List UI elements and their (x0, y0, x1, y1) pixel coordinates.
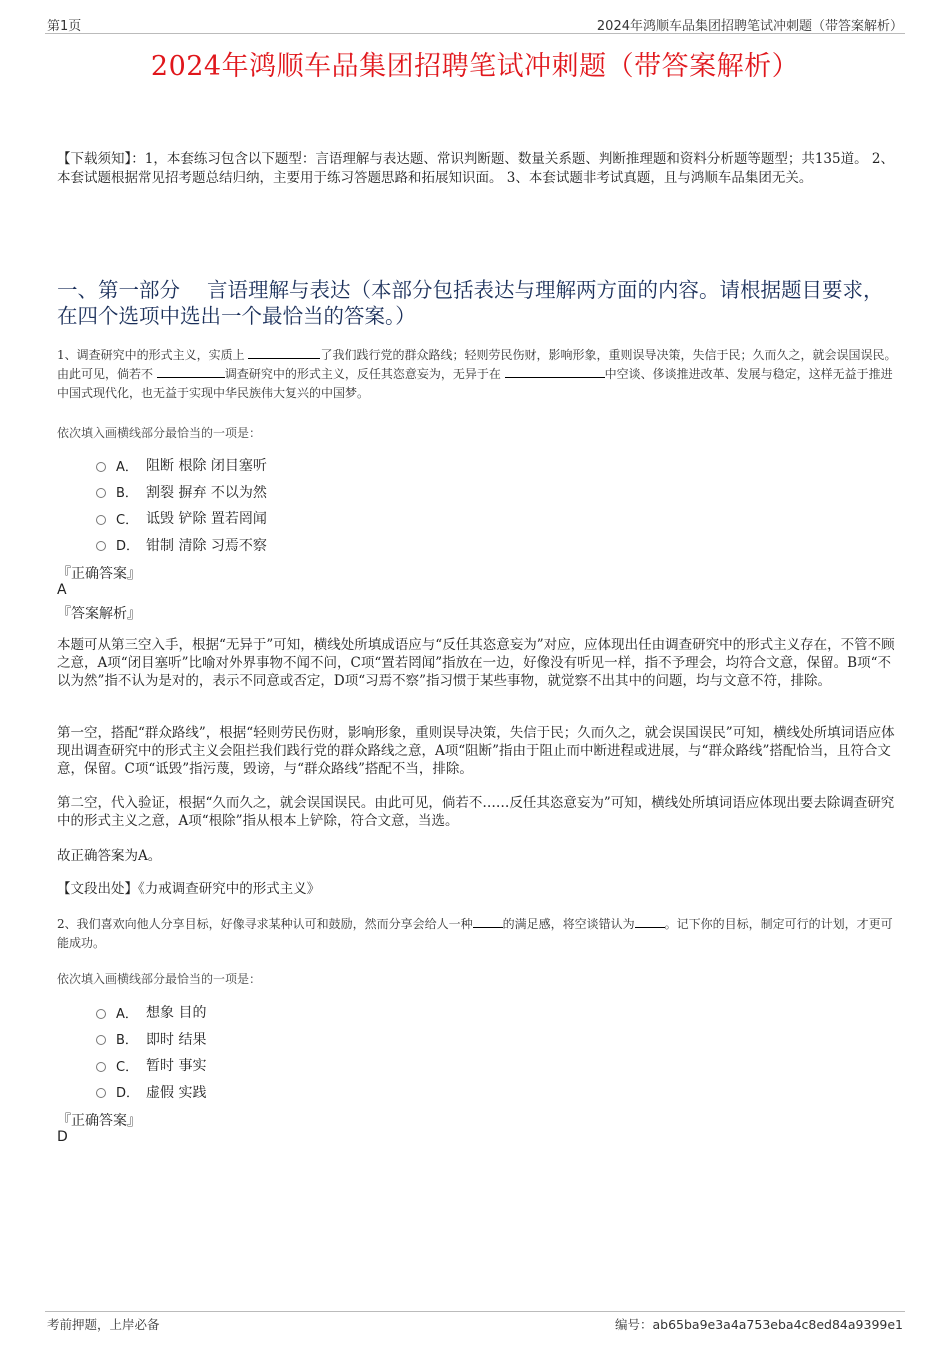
radio-icon[interactable] (96, 1088, 106, 1098)
analysis-paragraph-1: 本题可从第三空入手，根据“无异于”可知，横线处所填成语应与“反任其恣意妄为”对应，应体现出任由调查研究中的形式主义存在，不管不顾之意，A项“闭目塞听”比喻对外界事物不闻不问，C项“置若罔闻”指放在一边，好像没有听见一样，指不予理会，均符合文意，保留。B项“不以为然”指不认为是对的，表示不同意或否定，D项“习焉不察”指习惯于某些事物，就觉察不出其中的问题，均与文意不符，排除。 (57, 637, 895, 689)
source-citation: 【文段出处】《力戒调查研究中的形式主义》 (57, 881, 321, 897)
page-title: 2024年鸿顺车品集团招聘笔试冲刺题（带答案解析） (150, 51, 800, 82)
download-notice: 【下载须知】：1，本套练习包含以下题型：言语理解与表达题、常识判断题、数量关系题、判断推理题和资料分析题等题型；共135道。 2、本套试题根据常见招考题总结归纳，主要用于练习答题思路和拓展知识面。 3、本套试题非考试真题，且与鸿顺车品集团无关。 (57, 151, 894, 186)
radio-icon[interactable] (96, 1009, 106, 1019)
analysis-paragraph-2: 第一空，搭配“群众路线”，根据“轻则劳民伤财，影响形象，重则误导决策，失信于民；久而久之，就会误国误民”可知，横线处所填词语应体现出调查研究中的形式主义会阻拦我们践行党的群众路线之意，A项“阻断”指由于阻止而中断进程或进展，与“群众路线”搭配恰当，且符合文意，保留。C项“诋毁”指污蔑，毁谤，与“群众路线”搭配不当，排除。 (57, 725, 895, 777)
question-2-options (96, 999, 206, 1105)
option-c[interactable]: C． 诋毁 铲除 置若罔闻 (96, 505, 267, 532)
option-b[interactable]: B． 即时 结果 (96, 1026, 206, 1053)
answer-value: D (57, 1129, 68, 1145)
option-d[interactable]: D． 虚假 实践 (96, 1079, 206, 1106)
option-a[interactable]: A． 阻断 根除 闭目塞听 (96, 452, 267, 479)
radio-icon[interactable] (96, 1035, 106, 1045)
radio-icon[interactable] (96, 488, 106, 498)
answer-label: 『正确答案』 (57, 566, 141, 582)
option-d[interactable]: D． 钳制 清除 习焉不察 (96, 532, 267, 559)
blank-1 (248, 346, 320, 359)
analysis-paragraph-3: 第二空，代入验证，根据“久而久之，就会误国误民。由此可见，倘若不……反任其恣意妄为”可知，横线处所填词语应体现出要去除调查研究中的形式主义之意，A项“根除”指从根本上铲除，符合文意，当选。 (57, 795, 895, 829)
radio-icon[interactable] (96, 515, 106, 525)
option-b[interactable]: B． 割裂 摒弃 不以为然 (96, 479, 267, 506)
radio-icon[interactable] (96, 462, 106, 472)
blank-1 (473, 915, 503, 928)
header-divider (45, 33, 905, 34)
blank-2 (157, 365, 225, 378)
question-1-options (96, 452, 267, 558)
blank-2 (635, 915, 665, 928)
section-heading: 一、第一部分 言语理解与表达（本部分包括表达与理解两方面的内容。请根据题目要求，在四个选项中选出一个最恰当的答案。） (57, 278, 884, 328)
radio-icon[interactable] (96, 541, 106, 551)
answer-label: 『正确答案』 (57, 1113, 141, 1129)
answer-value: A (57, 582, 67, 598)
radio-icon[interactable] (96, 1062, 106, 1072)
header-page-number: 第1页 (47, 19, 82, 34)
question-1-text: 1、调查研究中的形式主义，实质上 了我们践行党的群众路线；轻则劳民伤财，影响形象，重则误导决策，失信于民；久而久之，就会误国误民。由此可见，倘若不 调查研究中的形式主义，反任其恣意妄为，无异于在 中空谈、侈谈推进改革、发展与稳定，这样无益于推进中国式现代化，也无益于实现中华民族伟大复兴的中国梦。 (57, 348, 897, 400)
question-2-text: 2、我们喜欢向他人分享目标，好像寻求某种认可和鼓励，然而分享会给人一种 的满足感，将空谈错认为 。记下你的目标，制定可行的计划，才更可能成功。 (57, 917, 893, 950)
analysis-label: 『答案解析』 (57, 606, 141, 622)
blank-3 (505, 365, 605, 378)
option-a[interactable]: A． 想象 目的 (96, 999, 206, 1026)
footer-slogan: 考前押题，上岸必备 (47, 1317, 160, 1332)
question-1-prompt: 依次填入画横线部分最恰当的一项是： (57, 426, 262, 440)
footer-divider (45, 1311, 905, 1312)
analysis-paragraph-4: 故正确答案为A。 (57, 848, 162, 864)
footer-code: 编号：ab65ba9e3a4a753eba4c8ed84a9399e1 (614, 1317, 903, 1332)
option-c[interactable]: C． 暂时 事实 (96, 1052, 206, 1079)
question-2-prompt: 依次填入画横线部分最恰当的一项是： (57, 972, 262, 986)
header-doc-title: 2024年鸿顺车品集团招聘笔试冲刺题（带答案解析） (596, 19, 903, 34)
